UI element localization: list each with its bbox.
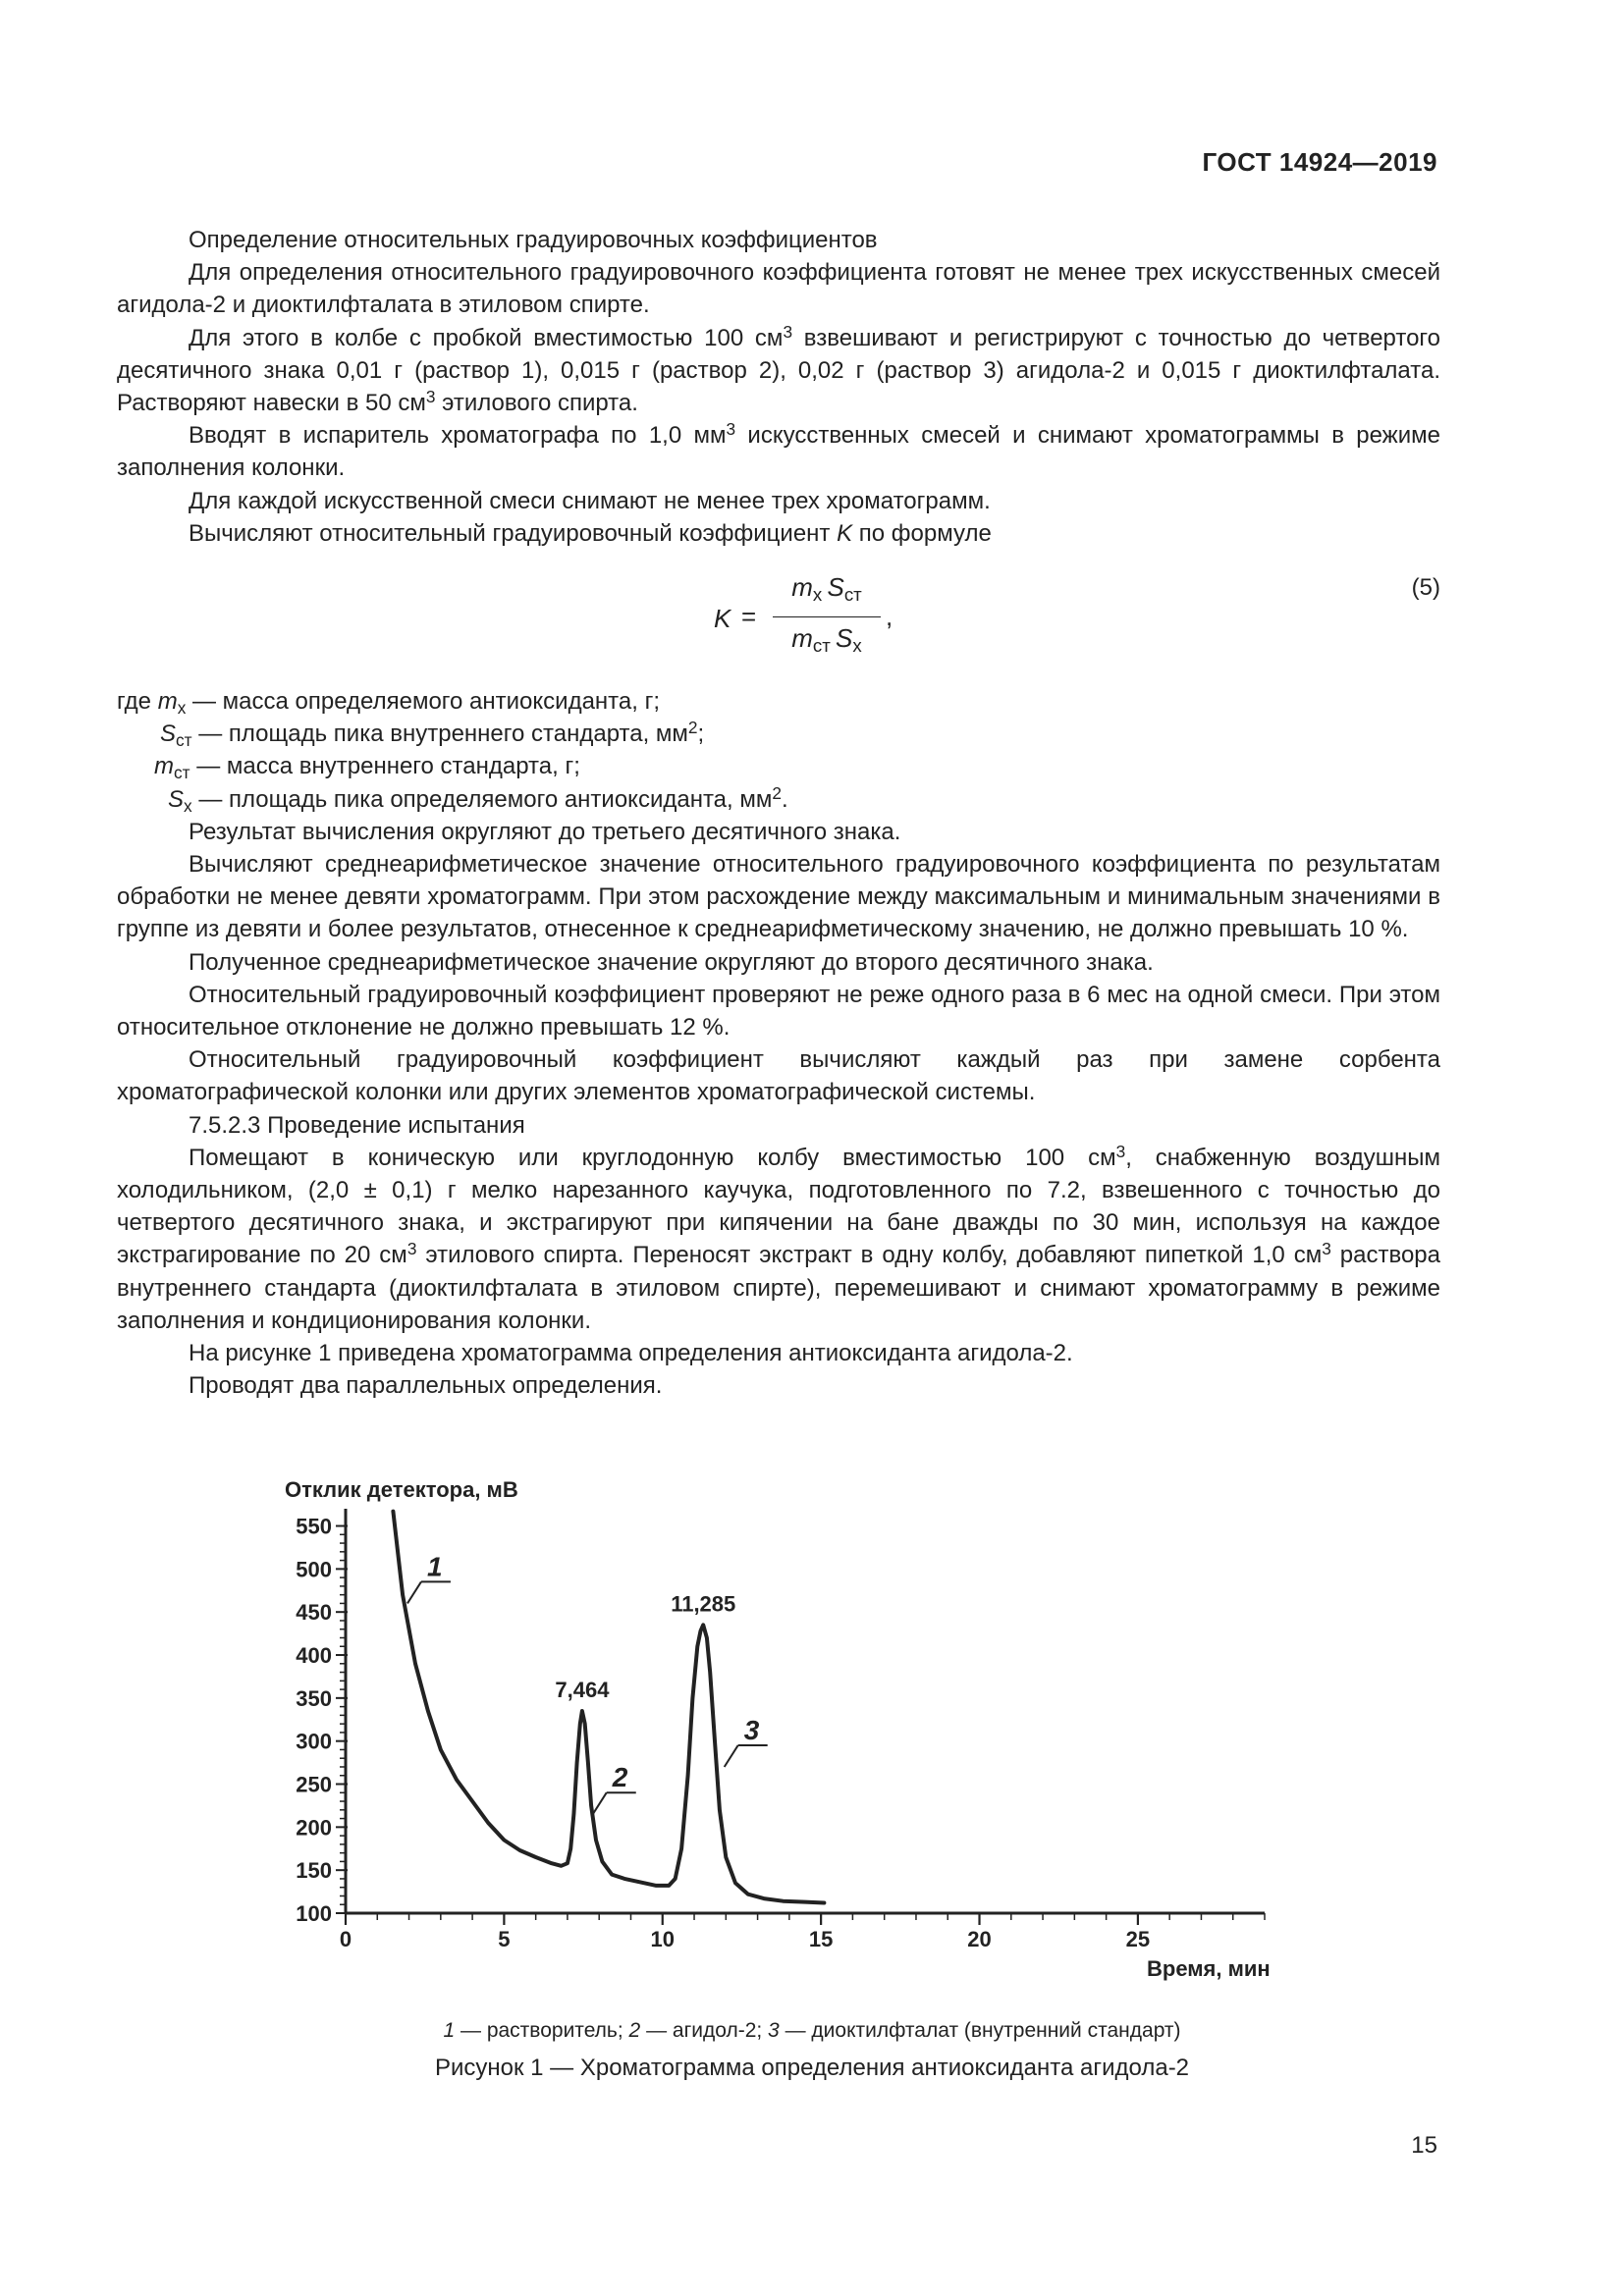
symbol: S: [160, 721, 177, 748]
formula-number: (5): [1411, 574, 1440, 602]
formula: [714, 571, 969, 677]
text-run: — площадь пика определяемого антиоксиданта, мм: [191, 785, 773, 813]
text-run: этилового спирта.: [435, 390, 638, 417]
text-run: Для этого в колбе с пробкой вместимостью 100 см: [189, 324, 784, 351]
formula-denominator: [773, 622, 881, 655]
text-run: Вводят в испаритель хроматографа по 1,0 мм: [189, 422, 727, 450]
figure-legend: [0, 2019, 1624, 2043]
text-run: , снабженную воздушным холодильником, (2,0 ± 0,1) г мелко нарезанного каучука, подготовленного по 7.2, взвешенного с точностью до четвертого десятичного знака, и экстрагируют при кипячении на бане дважды по 30 мин, используя на каждое экстрагирование по 20 см: [117, 1144, 1440, 1269]
paragraph: Относительный градуировочный коэффициент вычисляют каждый раз при замене сорбента хроматографической колонки или других элементов хроматографической системы.: [117, 1046, 1440, 1106]
paragraph: Для каждой искусственной смеси снимают не менее трех хроматограмм.: [189, 487, 991, 514]
x-tick-label: 0: [339, 1927, 352, 1951]
subscript: x: [852, 635, 862, 657]
x-tick-label: 20: [967, 1927, 992, 1951]
section-heading: 7.5.2.3 Проведение испытания: [189, 1111, 525, 1139]
chromatogram-line: [393, 1512, 824, 1903]
formula-lhs: K: [714, 604, 731, 634]
leader-line: [407, 1581, 421, 1603]
superscript: 3: [406, 1239, 417, 1259]
y-tick-label: 200: [296, 1815, 332, 1841]
y-tick-label: 500: [296, 1557, 332, 1582]
standard-header: ГОСТ 14924—2019: [1202, 147, 1437, 177]
formula-comma: ,: [886, 602, 893, 632]
document-body: [117, 224, 1440, 1403]
paragraph: Вычисляют среднеарифметическое значение относительного градуировочного коэффициента по результатам обработки не менее девяти хроматограмм. При этом расхождение между максимальным и минимальным значениями в группе из девяти и более результатов, отнесенное к среднеарифметическому значению, не должно превышать 10 %.: [117, 851, 1440, 943]
curve-number-label: 1: [426, 1551, 443, 1582]
legend-number: 1: [443, 2019, 456, 2042]
legend-number: 3: [768, 2019, 780, 2042]
legend-text: — диоктилфталат (внутренний стандарт): [779, 2019, 1181, 2042]
symbol: m: [791, 623, 813, 654]
subscript: ст: [176, 730, 192, 751]
text-run: где: [117, 688, 158, 716]
superscript: 2: [687, 718, 698, 738]
symbol: m: [791, 572, 813, 603]
x-axis-label: Время, мин: [1147, 1956, 1271, 1981]
superscript: 3: [425, 387, 436, 407]
leader-line: [725, 1745, 738, 1767]
text-run: по формуле: [852, 519, 992, 547]
y-tick-label: 550: [296, 1514, 332, 1539]
x-tick-label: 15: [808, 1927, 834, 1951]
chromatogram-figure: [275, 1468, 1306, 2017]
subscript: ст: [843, 584, 862, 606]
y-tick-label: 250: [296, 1772, 332, 1797]
symbol: m: [154, 753, 174, 780]
paragraph: [117, 1142, 1440, 1337]
superscript: 3: [1115, 1142, 1126, 1162]
curve-number-label: 3: [743, 1714, 760, 1745]
superscript: 3: [726, 419, 736, 440]
symbol-k: K: [837, 519, 853, 547]
paragraph: На рисунке 1 приведена хроматограмма определения антиоксиданта агидола-2.: [189, 1340, 1073, 1367]
text-run: взвешивают и регистрируют с точностью до четвертого десятичного знака 0,01 г (раствор 1), 0,015 г (раствор 2), 0,02 г (раствор 3) агидола-2 и 0,015 г диоктилфталата. Растворяют навески в 50 см: [117, 324, 1441, 417]
subscript: x: [177, 697, 187, 718]
legend-text: — растворитель;: [455, 2019, 629, 2042]
formula-legend: [117, 685, 1440, 816]
subscript: x: [812, 584, 823, 606]
legend-text: — агидол-2;: [640, 2019, 769, 2042]
text-run: искусственных смесей и снимают хроматограммы в режиме заполнения колонки.: [117, 422, 1440, 482]
text-run: .: [781, 785, 788, 813]
peak-label: 7,464: [555, 1678, 610, 1702]
y-tick-label: 450: [296, 1600, 332, 1626]
chromatogram-chart: [275, 1468, 1306, 2017]
y-tick-label: 150: [296, 1858, 332, 1884]
formula-numerator: [773, 571, 881, 604]
paragraph-subheading: Определение относительных градуировочных коэффициентов: [189, 227, 878, 253]
legend-row: [117, 783, 1440, 816]
text-run: этилового спирта. Переносят экстракт в одну колбу, добавляют пипеткой 1,0 см: [416, 1242, 1323, 1269]
paragraph: Относительный градуировочный коэффициент проверяют не реже одного раза в 6 мес на одной смеси. При этом относительное отклонение не должно превышать 12 %.: [117, 981, 1440, 1041]
legend-row: [117, 750, 1440, 782]
paragraph: Проводят два параллельных определения.: [189, 1372, 663, 1400]
legend-row: [117, 718, 1440, 750]
x-tick-label: 10: [650, 1927, 676, 1951]
superscript: 3: [783, 321, 793, 342]
y-tick-label: 100: [296, 1901, 332, 1926]
text-run: — масса внутреннего стандарта, г;: [189, 753, 580, 780]
paragraph: Полученное среднеарифметическое значение округляют до второго десятичного знака.: [189, 948, 1154, 976]
symbol: S: [836, 623, 853, 654]
subscript: ст: [174, 763, 190, 783]
text-run: ;: [697, 721, 705, 748]
figure-caption: Рисунок 1 — Хроматограмма определения антиоксиданта агидола-2: [434, 2055, 1190, 2081]
subscript: ст: [812, 635, 831, 657]
legend-number: 2: [628, 2019, 641, 2042]
fraction-bar: [773, 616, 881, 617]
x-tick-label: 25: [1125, 1927, 1151, 1951]
symbol: S: [827, 572, 844, 603]
y-tick-label: 400: [296, 1643, 332, 1669]
page-number: 15: [1411, 2132, 1437, 2159]
symbol: S: [168, 785, 185, 813]
legend-row: [117, 685, 1440, 718]
text-run: — площадь пика внутреннего стандарта, мм: [191, 721, 688, 748]
paragraph: [117, 322, 1440, 420]
paragraph: [117, 419, 1440, 484]
superscript: 2: [772, 782, 782, 803]
curve-number-label: 2: [612, 1762, 628, 1793]
leader-line: [593, 1792, 607, 1814]
y-tick-label: 350: [296, 1685, 332, 1711]
text-run: — масса определяемого антиоксиданта, г;: [186, 688, 661, 716]
symbol: m: [157, 688, 178, 716]
y-axis-label: Отклик детектора, мВ: [285, 1477, 518, 1502]
subscript: x: [184, 795, 192, 816]
text-run: раствора внутреннего стандарта (диоктилфталата в этиловом спирте), перемешивают и снимают хроматограмму в режиме заполнения и кондиционирования колонки.: [117, 1242, 1440, 1334]
text-run: Вычисляют относительный градуировочный коэффициент: [189, 519, 838, 547]
formula-block: [117, 571, 1440, 677]
paragraph: [117, 517, 1440, 550]
chart-series: [393, 1512, 824, 1903]
paragraph: Для определения относительного градуировочного коэффициента готовят не менее трех искусственных смесей агидола-2 и диоктилфталата в этиловом спирте.: [117, 259, 1440, 319]
x-tick-label: 5: [498, 1927, 511, 1951]
text-run: Помещают в коническую или круглодонную колбу вместимостью 100 см: [189, 1144, 1116, 1171]
paragraph: Результат вычисления округляют до третьего десятичного знака.: [189, 818, 901, 845]
superscript: 3: [1322, 1239, 1331, 1259]
formula-equals: =: [741, 602, 757, 632]
peak-label: 11,285: [671, 1591, 736, 1617]
y-tick-label: 300: [296, 1729, 332, 1754]
